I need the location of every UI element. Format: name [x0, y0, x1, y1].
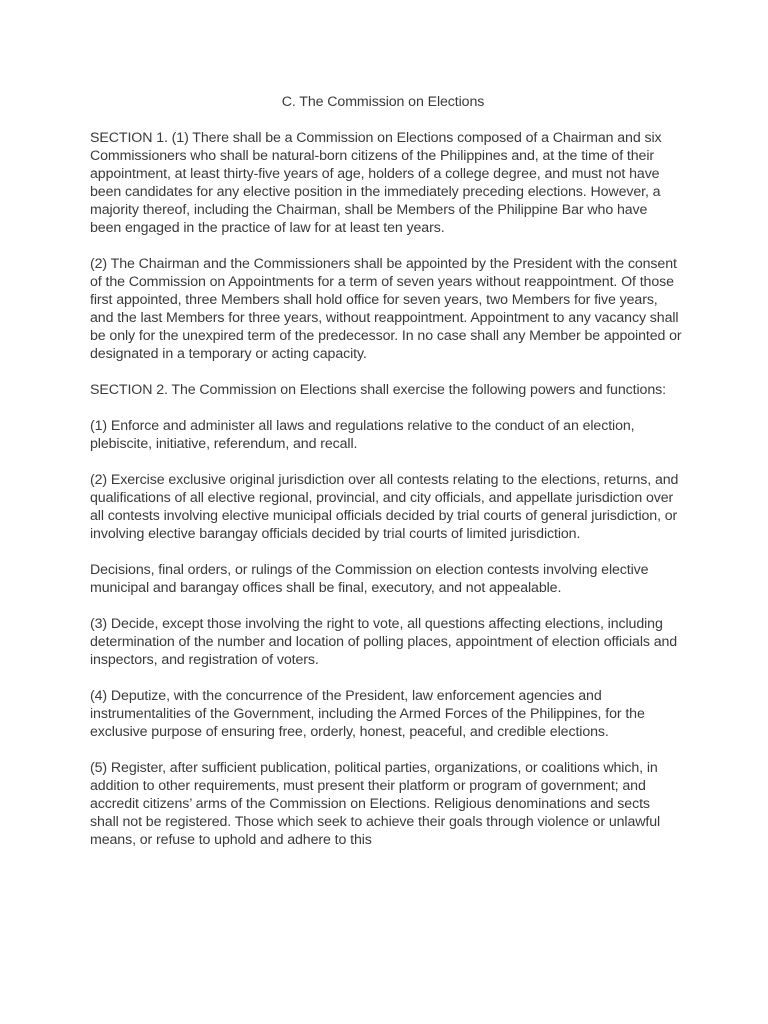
document-page	[90, 93, 682, 867]
section-2-clause-3-paragraph: (3) Decide, except those involving the right to vote, all questions affecting elections, including determination of the number and location of polling places, appointment of election officials and inspectors, and registration of voters.	[90, 616, 678, 668]
section-1-clause-2-paragraph: (2) The Chairman and the Commissioners shall be appointed by the President with the consent of the Commission on Appointments for a term of seven years without reappointment. Of those first appointed, three Members shall hold office for seven years, two Members for five years, and the last Members for three years, without reappointment. Appointment to any vacancy shall be only for the unexpired term of the predecessor. In no case shall any Member be appointed or designated in a temporary or acting capacity.	[90, 256, 682, 362]
section-2-clause-4-paragraph: (4) Deputize, with the concurrence of the President, law enforcement agencies and instrumentalities of the Government, including the Armed Forces of the Philippines, for the exclusive purpose of ensuring free, orderly, honest, peaceful, and credible elections.	[90, 688, 645, 740]
document-title: C. The Commission on Elections	[281, 94, 485, 110]
section-2-clause-2-paragraph: (2) Exercise exclusive original jurisdiction over all contests relating to the elections, returns, and qualifications of all elective regional, provincial, and city officials, and appellate jurisdiction over all contests involving elective municipal officials decided by trial courts of general jurisdiction, or involving elective barangay officials decided by trial courts of limited jurisdiction.	[90, 472, 679, 542]
section-2-intro-paragraph: SECTION 2. The Commission on Elections shall exercise the following powers and functions:	[90, 382, 666, 398]
section-1-paragraph: SECTION 1. (1) There shall be a Commission on Elections composed of a Chairman and six Commissioners who shall be natural-born citizens of the Philippines and, at the time of their appointment, at least thirty-five years of age, holders of a college degree, and must not have been candidates for any elective position in the immediately preceding elections. However, a majority thereof, including the Chairman, shall be Members of the Philippine Bar who have been engaged in the practice of law for at least ten years.	[90, 130, 662, 236]
decisions-paragraph: Decisions, final orders, or rulings of the Commission on election contests involving elective municipal and barangay offices shall be final, executory, and not appealable.	[90, 562, 649, 596]
section-2-clause-1-paragraph: (1) Enforce and administer all laws and regulations relative to the conduct of an election, plebiscite, initiative, referendum, and recall.	[90, 418, 635, 452]
section-2-clause-5-paragraph: (5) Register, after sufficient publication, political parties, organizations, or coalitions which, in addition to other requirements, must present their platform or program of government; and accredit citizens’ arms of the Commission on Elections. Religious denominations and sects shall not be registered. Those which seek to achieve their goals through violence or unlawful means, or refuse to uphold and adhere to this	[90, 760, 661, 848]
